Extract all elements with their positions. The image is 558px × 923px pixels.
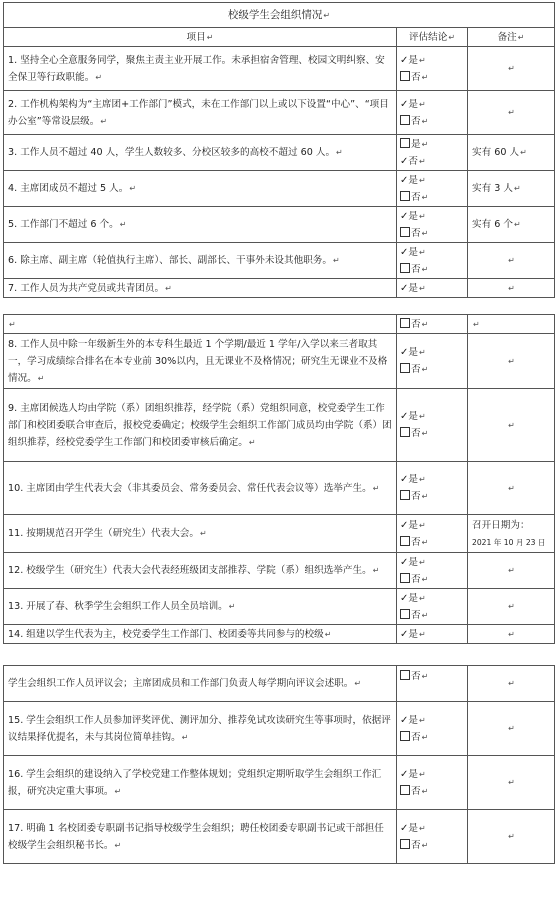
checkbox-icon: [400, 227, 410, 237]
header-conclusion: 评估结论↵: [397, 28, 468, 47]
item-16: 16. 学生会组织的建设纳入了学校党建工作整体规划；党组织定期听取学生会组织工作汇报，研究决定重大事项。↵: [4, 756, 397, 810]
no-option[interactable]: 否↵: [400, 571, 464, 588]
item-14-part-2: 学生会组织工作人员评议会；主席团成员和工作部门负责人每学期向评议会述职。↵: [4, 666, 397, 702]
no-option[interactable]: 否↵: [400, 113, 464, 130]
remark-5: 实有 6 个↵: [468, 207, 555, 243]
no-option[interactable]: 否↵: [400, 261, 464, 278]
header-remark: 备注↵: [468, 28, 555, 47]
yes-option[interactable]: ✓是↵: [400, 628, 426, 640]
item-5: 5. 工作部门不超过 6 个。↵: [4, 207, 397, 243]
yes-option[interactable]: ✓是↵: [400, 556, 426, 568]
item-9: 9. 主席团候选人均由学院（系）团组织推荐，经学院（系）党组织同意，校党委学生工作部门和校团委联合审查后，报校党委确定；校级学生会组织工作部门成员均由学院（系）团组织推荐，经校党委学生工作部门和校团委审核后确定。↵: [4, 389, 397, 462]
checkbox-icon: [400, 536, 410, 546]
item-15: 15. 学生会组织工作人员参加评奖评优、测评加分、推荐免试攻读研究生等事项时，依据评议结果择优提名，未与其岗位简单挂钩。↵: [4, 702, 397, 756]
yes-option[interactable]: ✓是↵: [400, 54, 426, 66]
no-option[interactable]: 否↵: [400, 534, 464, 551]
checkbox-icon: [400, 490, 410, 500]
no-option[interactable]: 否↵: [400, 488, 464, 505]
item-10: 10. 主席团由学生代表大会（非其委员会、常务委员会、常任代表会议等）选举产生。↵: [4, 462, 397, 515]
no-option[interactable]: 否↵: [400, 425, 464, 442]
checkbox-icon: [400, 191, 410, 201]
checkbox-icon: [400, 609, 410, 619]
item-13: 13. 开展了春、秋季学生会组织工作人员全员培训。↵: [4, 589, 397, 625]
no-option[interactable]: 否↵: [400, 668, 464, 685]
no-option[interactable]: 否↵: [400, 316, 464, 333]
no-option[interactable]: 否↵: [400, 837, 464, 854]
yes-option[interactable]: ✓是↵: [400, 592, 426, 604]
remark-11: 召开日期为： 2021 年 10 月 23 日: [468, 515, 555, 553]
remark-3: 实有 60 人↵: [468, 135, 555, 171]
remark-4: 实有 3 人↵: [468, 171, 555, 207]
checkbox-icon: [400, 115, 410, 125]
checkbox-icon: [400, 263, 410, 273]
checkbox-icon: [400, 138, 410, 148]
item-11: 11. 按期规范召开学生（研究生）代表大会。↵: [4, 515, 397, 553]
checkbox-icon: [400, 71, 410, 81]
checkbox-icon: [400, 427, 410, 437]
no-option[interactable]: 否↵: [400, 729, 464, 746]
table-title: 校级学生会组织情况↵: [4, 3, 555, 28]
header-item: 项目↵: [4, 28, 397, 47]
checkbox-icon: [400, 318, 410, 328]
no-option[interactable]: 否↵: [400, 361, 464, 378]
checkbox-icon: [400, 731, 410, 741]
item-8: 8. 工作人员中除一年级新生外的本专科生最近 1 个学期/最近 1 学年/入学以来三者取其一，学习成绩综合排名在本专业前 30%以内，且无课业不及格情况；研究生无课业不及格情况。↵: [4, 334, 397, 389]
no-option[interactable]: 是↵: [400, 136, 464, 153]
item-17: 17. 明确 1 名校团委专职副书记指导校级学生会组织；聘任校团委专职副书记或干部担任校级学生会组织秘书长。↵: [4, 810, 397, 864]
no-option[interactable]: 否↵: [400, 225, 464, 242]
yes-option[interactable]: ✓是↵: [400, 768, 426, 780]
table-part-3: 学生会组织工作人员评议会；主席团成员和工作部门负责人每学期向评议会述职。↵ 否↵ ↵ 15. 学生会组织工作人员参加评奖评优、测评加分、推荐免试攻读研究生等事项时，依据评议结果择优提名，未与其岗位简单挂钩。↵ ✓是↵ 否↵ ↵ 16. 学生会组织的建设纳入了学校党建工作整体规划；党组织定期听取学生会组织工作汇报，研究决定重大事项。↵ ✓是↵ 否↵ ↵ 17. 明确 1 名校团委专职副书记指导校级学生会组织；聘任校团委专职副书记或干部担任校级学生会组织秘书长。↵ ✓是↵ 否↵ ↵: [3, 665, 555, 864]
yes-option[interactable]: ✓是↵: [400, 246, 426, 258]
checkbox-icon: [400, 363, 410, 373]
yes-option[interactable]: ✓是↵: [400, 98, 426, 110]
yes-option[interactable]: ✓是↵: [400, 714, 426, 726]
item-4: 4. 主席团成员不超过 5 人。↵: [4, 171, 397, 207]
yes-option[interactable]: ✓是↵: [400, 474, 426, 485]
item-12: 12. 校级学生（研究生）代表大会代表经班级团支部推荐、学院（系）组织选举产生。↵: [4, 553, 397, 589]
item-1: 1. 坚持全心全意服务同学，聚焦主责主业开展工作。未承担宿舍管理、校园文明纠察、安全保卫等行政职能。↵: [4, 47, 397, 91]
yes-option[interactable]: ✓是↵: [400, 347, 426, 358]
no-option[interactable]: 否↵: [400, 69, 464, 86]
yes-option[interactable]: ✓是↵: [400, 822, 426, 834]
no-option[interactable]: 否↵: [400, 783, 464, 800]
checkbox-icon: [400, 670, 410, 680]
yes-option[interactable]: ✓是↵: [400, 282, 426, 294]
checkbox-icon: [400, 573, 410, 583]
table-part-1: 校级学生会组织情况↵ 项目↵ 评估结论↵ 备注↵ 1. 坚持全心全意服务同学，聚焦主责主业开展工作。未承担宿舍管理、校园文明纠察、安全保卫等行政职能。↵ ✓是↵ 否↵ ↵ 2. 工作机构架构为“主席团+工作部门”模式，未在工作部门以上或以下设置“中心”、“项目办公室”等常设层级。↵ ✓是↵ 否↵ ↵ 3. 工作人员不超过 40 人，学生人数较多、分校区较多的高校不超过 60 人。↵ 是↵ ✓否↵ 实有 60 人↵ 4. 主席团成员不超过 5 人。↵ ✓是↵ 否↵ 实有 3 人↵ 5. 工作部门不超过 6 个。↵ ✓是↵ 否↵ 实有 6 个↵ 6. 除主席、副主席（轮值执行主席）、部长、副部长、干事外未设其他职务。↵ ✓是↵ 否↵ ↵ 7. 工作人员为共产党员或共青团员。↵ ✓是↵ ↵: [3, 2, 555, 298]
yes-option[interactable]: ✓是↵: [400, 174, 426, 186]
yes-option[interactable]: ✓是↵: [400, 411, 426, 422]
no-option[interactable]: 否↵: [400, 189, 464, 206]
checkbox-icon: [400, 839, 410, 849]
no-option[interactable]: 否↵: [400, 607, 464, 624]
checkbox-icon: [400, 785, 410, 795]
yes-option[interactable]: ✓是↵: [400, 519, 426, 531]
item-7: 7. 工作人员为共产党员或共青团员。↵: [4, 279, 397, 298]
table-part-2: ↵ 否↵ ↵ 8. 工作人员中除一年级新生外的本专科生最近 1 个学期/最近 1 学年/入学以来三者取其一，学习成绩综合排名在本专业前 30%以内，且无课业不及格情况；研究生无课业不及格情况。↵ ✓是↵ 否↵ ↵ 9. 主席团候选人均由学院（系）团组织推荐，经学院（系）党组织同意，校党委学生工作部门和校团委联合审查后，报校党委确定；校级学生会组织工作部门成员均由学院（系）团组织推荐，经校党委学生工作部门和校团委审核后确定。↵ ✓是↵ 否↵ ↵ 10. 主席团由学生代表大会（非其委员会、常务委员会、常任代表会议等）选举产生。↵ ✓是↵ 否↵ ↵ 11. 按期规范召开学生（研究生）代表大会。↵ ✓是↵ 否↵ 召开日期为： 2021 年 10 月 23 日 12. 校级学生（研究生）代表大会代表经班级团支部推荐、学院（系）组织选举产生。↵ ✓是↵ 否↵ ↵ 13. 开展了春、秋季学生会组织工作人员全员培训。↵ ✓是↵ 否↵ ↵ 14. 组建以学生代表为主，校党委学生工作部门、校团委等共同参与的校级↵ ✓是↵ ↵: [3, 314, 555, 644]
item-14-part-1: 14. 组建以学生代表为主，校党委学生工作部门、校团委等共同参与的校级↵: [4, 625, 397, 644]
yes-option[interactable]: ✓是↵: [400, 210, 426, 222]
item-3: 3. 工作人员不超过 40 人，学生人数较多、分校区较多的高校不超过 60 人。↵: [4, 135, 397, 171]
item-6: 6. 除主席、副主席（轮值执行主席）、部长、副部长、干事外未设其他职务。↵: [4, 243, 397, 279]
item-2: 2. 工作机构架构为“主席团+工作部门”模式，未在工作部门以上或以下设置“中心”、“项目办公室”等常设层级。↵: [4, 91, 397, 135]
yes-option[interactable]: ✓否↵: [400, 155, 426, 167]
